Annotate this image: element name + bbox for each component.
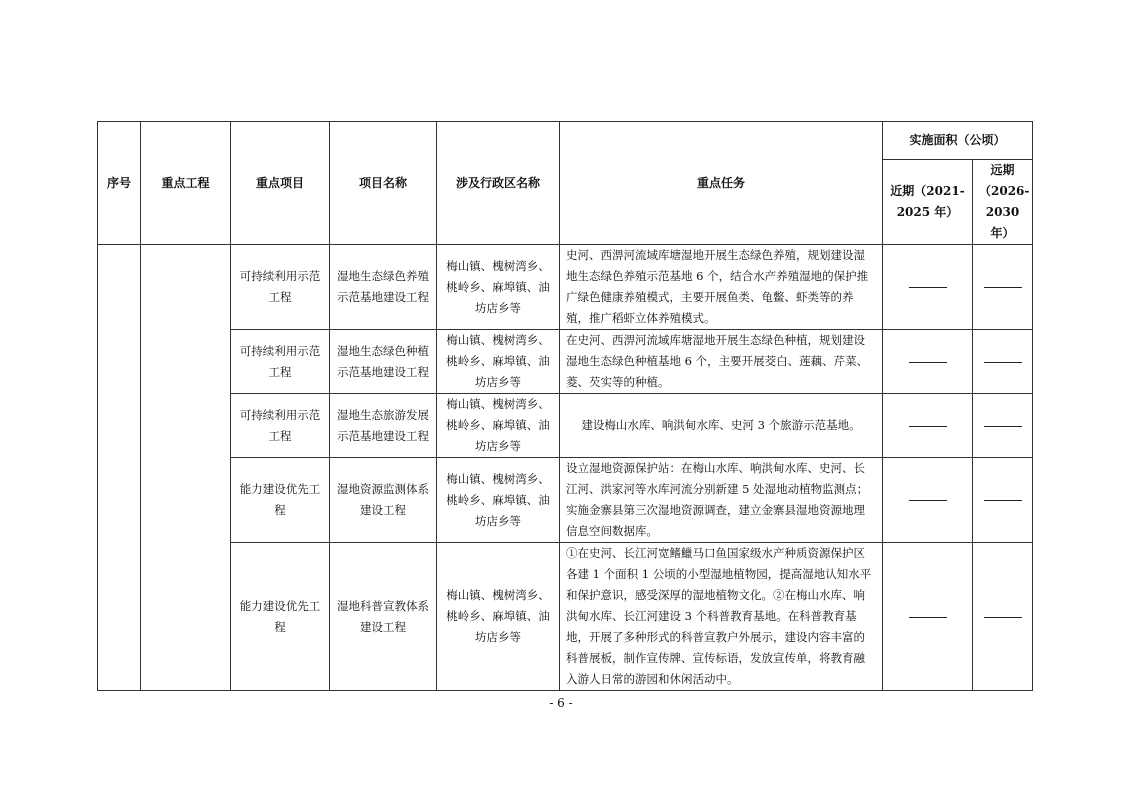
header-project-name: 项目名称 — [330, 122, 437, 245]
seq-cell — [98, 245, 141, 691]
project-name-cell: 湿地生态旅游发展示范基地建设工程 — [330, 394, 437, 458]
table-row — [98, 330, 1033, 394]
table-row — [98, 245, 1033, 330]
key-item-cell: 可持续利用示范工程 — [231, 245, 330, 330]
key-project-cell — [141, 245, 231, 691]
dash-far — [984, 287, 1022, 288]
dash-far — [984, 500, 1022, 501]
dash-near — [909, 287, 947, 288]
project-name-cell: 湿地科普宣教体系建设工程 — [330, 543, 437, 691]
task-cell: ①在史河、长江河宽鳍鱲马口鱼国家级水产种质资源保护区各建 1 个面积 1 公顷的小型湿地植物园，提高湿地认知水平和保护意识，感受深厚的湿地植物文化。②在梅山水库、响洪甸水库、长江河建设 3 个科普教育基地。在科普教育基地，开展了多种形式的科普宣教户外展示，建设内容丰富的科普展板，制作宣传牌、宣传标语，发放宣传单，将教育融入游人日常的游园和休闲活动中。 — [560, 543, 883, 691]
table-row — [98, 394, 1033, 458]
far-cell — [973, 458, 1033, 543]
far-cell — [973, 330, 1033, 394]
header-key-item: 重点项目 — [231, 122, 330, 245]
header-region: 涉及行政区名称 — [437, 122, 560, 245]
header-near: 近期（2021-2025 年） — [883, 160, 973, 245]
project-name-cell: 湿地生态绿色种植示范基地建设工程 — [330, 330, 437, 394]
far-cell — [973, 543, 1033, 691]
region-cell: 梅山镇、槐树湾乡、桃岭乡、麻埠镇、油坊店乡等 — [437, 458, 560, 543]
header-far: 远期（2026-2030 年） — [973, 160, 1033, 245]
table-row — [98, 543, 1033, 691]
near-cell — [883, 543, 973, 691]
region-cell: 梅山镇、槐树湾乡、桃岭乡、麻埠镇、油坊店乡等 — [437, 330, 560, 394]
table-row — [98, 458, 1033, 543]
dash-near — [909, 426, 947, 427]
dash-far — [984, 362, 1022, 363]
header-seq: 序号 — [98, 122, 141, 245]
region-cell: 梅山镇、槐树湾乡、桃岭乡、麻埠镇、油坊店乡等 — [437, 394, 560, 458]
dash-near — [909, 500, 947, 501]
near-cell — [883, 330, 973, 394]
dash-far — [984, 617, 1022, 618]
page-number: - 6 - — [549, 696, 573, 710]
task-cell: 建设梅山水库、响洪甸水库、史河 3 个旅游示范基地。 — [560, 394, 883, 458]
far-cell — [973, 394, 1033, 458]
project-name-cell: 湿地资源监测体系建设工程 — [330, 458, 437, 543]
near-cell — [883, 394, 973, 458]
region-cell: 梅山镇、槐树湾乡、桃岭乡、麻埠镇、油坊店乡等 — [437, 245, 560, 330]
far-cell — [973, 245, 1033, 330]
region-cell: 梅山镇、槐树湾乡、桃岭乡、麻埠镇、油坊店乡等 — [437, 543, 560, 691]
key-item-cell: 可持续利用示范工程 — [231, 394, 330, 458]
dash-far — [984, 426, 1022, 427]
key-item-cell: 可持续利用示范工程 — [231, 330, 330, 394]
key-item-cell: 能力建设优先工程 — [231, 543, 330, 691]
project-name-cell: 湿地生态绿色养殖示范基地建设工程 — [330, 245, 437, 330]
task-cell: 在史河、西淠河流域库塘湿地开展生态绿色种植，规划建设湿地生态绿色种植基地 6 个，主要开展茭白、莲藕、芹菜、菱、芡实等的种植。 — [560, 330, 883, 394]
header-key-project: 重点工程 — [141, 122, 231, 245]
task-cell: 史河、西淠河流域库塘湿地开展生态绿色养殖，规划建设湿地生态绿色养殖示范基地 6 个，结合水产养殖湿地的保护推广绿色健康养殖模式，主要开展鱼类、龟鳖、虾类等的养殖，推广稻虾立体养殖模式。 — [560, 245, 883, 330]
header-task: 重点任务 — [560, 122, 883, 245]
dash-near — [909, 362, 947, 363]
near-cell — [883, 245, 973, 330]
header-area: 实施面积（公顷） — [883, 122, 1033, 160]
project-table — [97, 121, 1033, 691]
dash-near — [909, 617, 947, 618]
key-item-cell: 能力建设优先工程 — [231, 458, 330, 543]
task-cell: 设立湿地资源保护站：在梅山水库、响洪甸水库、史河、长江河、洪家河等水库河流分别新建 5 处湿地动植物监测点；实施金寨县第三次湿地资源调查，建立金寨县湿地资源地理信息空间数据库。 — [560, 458, 883, 543]
near-cell — [883, 458, 973, 543]
